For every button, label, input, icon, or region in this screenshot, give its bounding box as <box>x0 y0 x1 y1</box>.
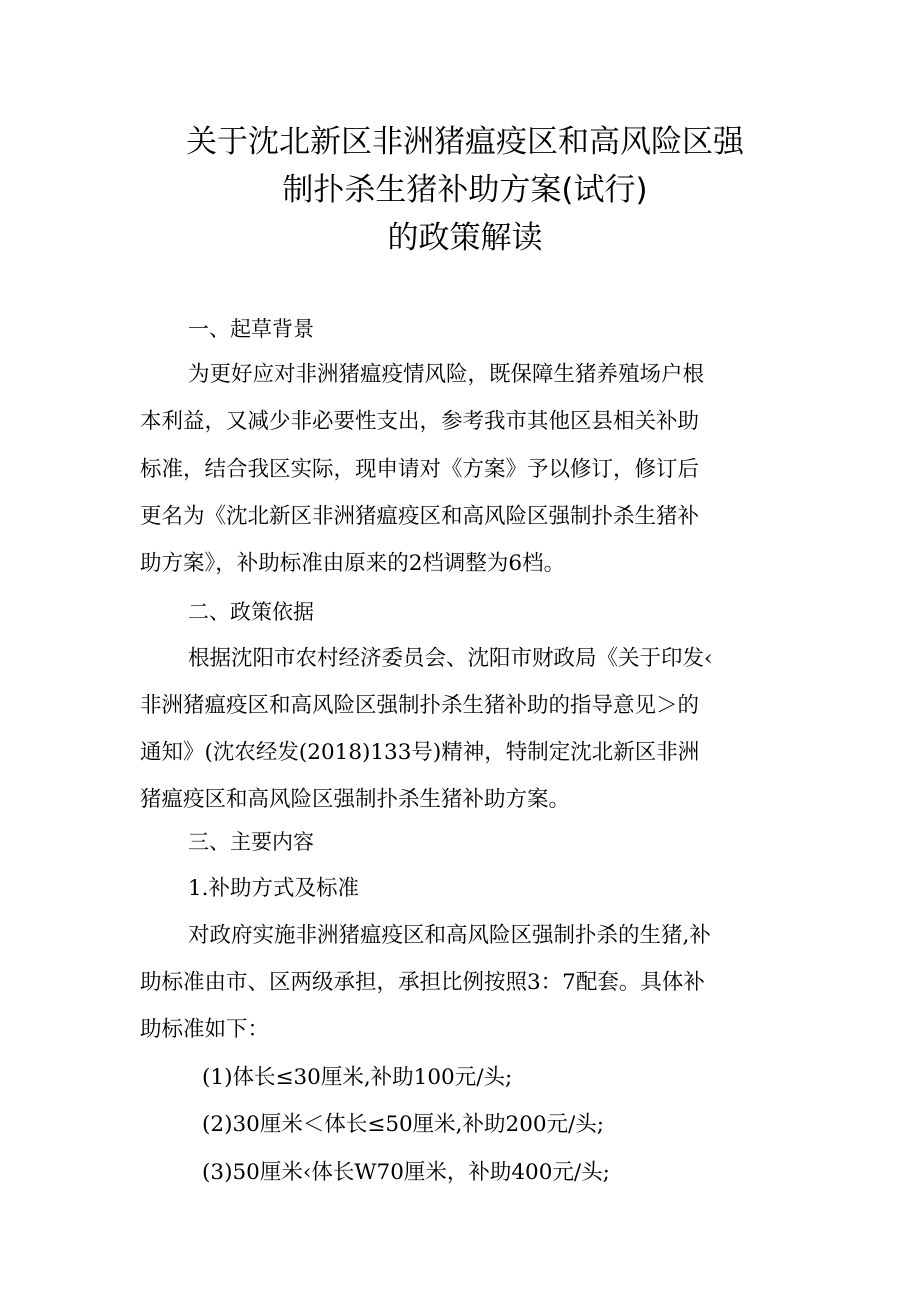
paragraph-line: 根据沈阳市农村经济委员会、沈阳市财政局《关于印发‹ <box>188 646 713 671</box>
paragraph-line: 非洲猪瘟疫区和高风险区强制扑杀生猪补助的指导意见＞的 <box>140 693 700 718</box>
paragraph-line: 本利益，又减少非必要性支出，参考我市其他区县相关补助 <box>140 409 700 434</box>
subsidy-item: (3)50厘米‹体长W70厘米，补助400元/头; <box>202 1160 610 1185</box>
title-line-3: 的政策解读 <box>387 220 543 256</box>
section-heading-basis: 二、政策依据 <box>188 600 314 624</box>
subsidy-item: (1)体长≤30厘米,补助100元/头; <box>202 1065 513 1090</box>
paragraph-line: 对政府实施非洲猪瘟疫区和高风险区强制扑杀的生猪,补 <box>188 923 711 948</box>
title-line-1: 关于沈北新区非洲猪瘟疫区和高风险区强 <box>186 124 744 160</box>
paragraph-line: 更名为《沈北新区非洲猪瘟疫区和高风险区强制扑杀生猪补 <box>140 504 700 529</box>
paragraph-line: 标准，结合我区实际，现申请对《方案》予以修订，修订后 <box>140 457 700 482</box>
paragraph-line: 通知》(沈农经发(2018)133号)精神，特制定沈北新区非洲 <box>140 740 700 765</box>
paragraph-line: 助方案》，补助标准由原来的2档调整为6档。 <box>140 551 566 576</box>
paragraph-line: 助标准如下： <box>140 1017 270 1042</box>
paragraph-line: 猪瘟疫区和高风险区强制扑杀生猪补助方案。 <box>140 787 571 812</box>
section-heading-background: 一、起草背景 <box>188 317 314 341</box>
paragraph-line: 为更好应对非洲猪瘟疫情风险，既保障生猪养殖场户根 <box>188 362 705 387</box>
title-line-2: 制扑杀生猪补助方案(试行) <box>282 172 648 208</box>
paragraph-line: 助标准由市、区两级承担，承担比例按照3：7配套。具体补 <box>140 970 705 995</box>
section-heading-content: 三、主要内容 <box>188 830 314 854</box>
subsidy-item: (2)30厘米＜体长≤50厘米,补助200元/头; <box>202 1112 605 1137</box>
subheading: 1.补助方式及标准 <box>188 876 360 901</box>
